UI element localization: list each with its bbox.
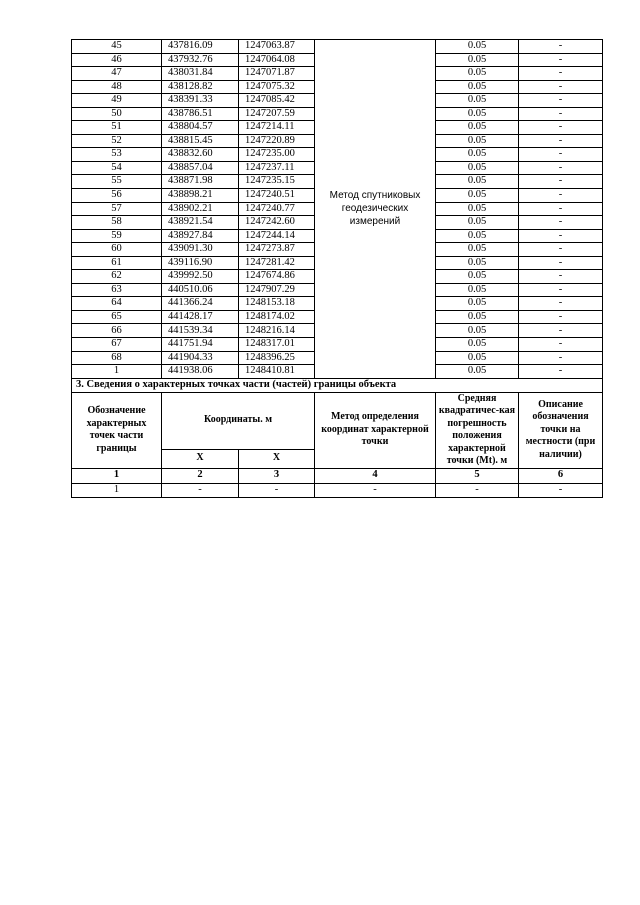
- column-number: 6: [519, 468, 603, 483]
- point-number: 61: [72, 256, 162, 270]
- coord-y: 1247244.14: [239, 229, 315, 243]
- coord-x: 439116.90: [162, 256, 239, 270]
- coord-x: 438921.54: [162, 216, 239, 230]
- description-value: -: [519, 53, 603, 67]
- coord-y: 1247242.60: [239, 216, 315, 230]
- coord-y: 1247240.51: [239, 189, 315, 203]
- coord-y: 1247674.86: [239, 270, 315, 284]
- coord-x: 441938.06: [162, 365, 239, 379]
- cell-err: -: [436, 483, 519, 497]
- header-designation: Обозначение характерных точек части границы: [72, 392, 162, 468]
- header-description: Описание обозначения точки на местности (при наличии): [519, 392, 603, 468]
- point-number: 63: [72, 283, 162, 297]
- description-value: -: [519, 338, 603, 352]
- error-value: 0.05: [436, 175, 519, 189]
- description-value: -: [519, 175, 603, 189]
- description-value: -: [519, 148, 603, 162]
- description-value: -: [519, 134, 603, 148]
- error-value: 0.05: [436, 161, 519, 175]
- error-value: 0.05: [436, 338, 519, 352]
- point-number: 67: [72, 338, 162, 352]
- point-number: 64: [72, 297, 162, 311]
- error-value: 0.05: [436, 283, 519, 297]
- point-number: 50: [72, 107, 162, 121]
- coord-y: 1247240.77: [239, 202, 315, 216]
- description-value: -: [519, 297, 603, 311]
- coord-y: 1247273.87: [239, 243, 315, 257]
- coord-y: 1247235.00: [239, 148, 315, 162]
- point-number: 57: [72, 202, 162, 216]
- point-number: 53: [72, 148, 162, 162]
- cell-method: -: [315, 483, 436, 497]
- coord-y: 1247075.32: [239, 80, 315, 94]
- cell-x: -: [162, 483, 239, 497]
- coord-y: 1247237.11: [239, 161, 315, 175]
- coord-y: 1247064.08: [239, 53, 315, 67]
- header-error: Средняя квадратичес-кая погрешность положения характерной точки (Mt). м: [436, 392, 519, 468]
- error-value: 0.05: [436, 202, 519, 216]
- coord-y: 1247207.59: [239, 107, 315, 121]
- column-number: 1: [72, 468, 162, 483]
- description-value: -: [519, 202, 603, 216]
- column-number: 5: [436, 468, 519, 483]
- point-number: 68: [72, 351, 162, 365]
- point-number: 52: [72, 134, 162, 148]
- description-value: -: [519, 94, 603, 108]
- error-value: 0.05: [436, 53, 519, 67]
- section-title-row: [72, 378, 603, 392]
- description-value: -: [519, 283, 603, 297]
- coord-y: 1248174.02: [239, 310, 315, 324]
- coord-y: 1248317.01: [239, 338, 315, 352]
- error-value: 0.05: [436, 189, 519, 203]
- description-value: -: [519, 161, 603, 175]
- coord-y: 1247281.42: [239, 256, 315, 270]
- error-value: 0.05: [436, 243, 519, 257]
- coord-x: 441428.17: [162, 310, 239, 324]
- header-x: X: [162, 449, 239, 468]
- column-number: 2: [162, 468, 239, 483]
- column-number: 3: [239, 468, 315, 483]
- point-number: 54: [72, 161, 162, 175]
- coord-y: 1248153.18: [239, 297, 315, 311]
- coord-x: 438804.57: [162, 121, 239, 135]
- description-value: -: [519, 310, 603, 324]
- error-value: 0.05: [436, 40, 519, 54]
- table-row: [72, 40, 603, 54]
- coord-y: 1248410.81: [239, 365, 315, 379]
- coord-x: 438786.51: [162, 107, 239, 121]
- description-value: -: [519, 40, 603, 54]
- cell-y: -: [239, 483, 315, 497]
- coord-y: 1248216.14: [239, 324, 315, 338]
- coord-y: 1248396.25: [239, 351, 315, 365]
- error-value: 0.05: [436, 256, 519, 270]
- coord-x: 441366.24: [162, 297, 239, 311]
- coord-x: 438898.21: [162, 189, 239, 203]
- point-number: 45: [72, 40, 162, 54]
- description-value: -: [519, 351, 603, 365]
- point-number: 59: [72, 229, 162, 243]
- description-value: -: [519, 216, 603, 230]
- point-number: 48: [72, 80, 162, 94]
- error-value: 0.05: [436, 94, 519, 108]
- section-title: 3. Сведения о характерных точках части (частей) границы объекта: [72, 378, 603, 392]
- coord-y: 1247907.29: [239, 283, 315, 297]
- error-value: 0.05: [436, 365, 519, 379]
- coord-x: 439992.50: [162, 270, 239, 284]
- point-number: 1: [72, 365, 162, 379]
- error-value: 0.05: [436, 121, 519, 135]
- coord-y: 1247214.11: [239, 121, 315, 135]
- header-y: X: [239, 449, 315, 468]
- coord-y: 1247071.87: [239, 67, 315, 81]
- coord-x: 439091.30: [162, 243, 239, 257]
- coord-x: 437932.76: [162, 53, 239, 67]
- coord-y: 1247220.89: [239, 134, 315, 148]
- description-value: -: [519, 270, 603, 284]
- coord-x: 437816.09: [162, 40, 239, 54]
- column-number: 4: [315, 468, 436, 483]
- point-number: 55: [72, 175, 162, 189]
- point-number: 47: [72, 67, 162, 81]
- column-numbers-row: [72, 468, 603, 483]
- coord-x: 438832.60: [162, 148, 239, 162]
- error-value: 0.05: [436, 324, 519, 338]
- coord-x: 438871.98: [162, 175, 239, 189]
- cell-n: 1: [72, 483, 162, 497]
- coord-x: 438902.21: [162, 202, 239, 216]
- error-value: 0.05: [436, 67, 519, 81]
- description-value: -: [519, 67, 603, 81]
- description-value: -: [519, 365, 603, 379]
- point-number: 60: [72, 243, 162, 257]
- point-number: 62: [72, 270, 162, 284]
- point-number: 56: [72, 189, 162, 203]
- error-value: 0.05: [436, 134, 519, 148]
- description-value: -: [519, 121, 603, 135]
- coord-y: 1247235.15: [239, 175, 315, 189]
- description-value: -: [519, 256, 603, 270]
- point-number: 66: [72, 324, 162, 338]
- coordinates-table: [71, 39, 603, 498]
- coord-x: 441904.33: [162, 351, 239, 365]
- coord-x: 440510.06: [162, 283, 239, 297]
- coord-x: 438815.45: [162, 134, 239, 148]
- coord-x: 438031.84: [162, 67, 239, 81]
- error-value: 0.05: [436, 297, 519, 311]
- coord-x: 438128.82: [162, 80, 239, 94]
- point-number: 51: [72, 121, 162, 135]
- point-number: 49: [72, 94, 162, 108]
- error-value: 0.05: [436, 216, 519, 230]
- error-value: 0.05: [436, 80, 519, 94]
- coord-x: 438857.04: [162, 161, 239, 175]
- coord-x: 441539.34: [162, 324, 239, 338]
- description-value: -: [519, 324, 603, 338]
- error-value: 0.05: [436, 270, 519, 284]
- point-number: 65: [72, 310, 162, 324]
- error-value: 0.05: [436, 310, 519, 324]
- coord-x: 441751.94: [162, 338, 239, 352]
- header-coordinates: Координаты. м: [162, 392, 315, 449]
- coord-x: 438927.84: [162, 229, 239, 243]
- description-value: -: [519, 107, 603, 121]
- header-row: [72, 392, 603, 449]
- error-value: 0.05: [436, 229, 519, 243]
- description-value: -: [519, 243, 603, 257]
- coord-y: 1247063.87: [239, 40, 315, 54]
- point-number: 58: [72, 216, 162, 230]
- coord-y: 1247085.42: [239, 94, 315, 108]
- table-row: [72, 483, 603, 497]
- error-value: 0.05: [436, 107, 519, 121]
- error-value: 0.05: [436, 351, 519, 365]
- cell-desc: -: [519, 483, 603, 497]
- method-cell: Метод спутниковых геодезических измерений: [315, 40, 436, 379]
- error-value: 0.05: [436, 148, 519, 162]
- description-value: -: [519, 229, 603, 243]
- description-value: -: [519, 80, 603, 94]
- description-value: -: [519, 189, 603, 203]
- point-number: 46: [72, 53, 162, 67]
- header-method: Метод определения координат характерной точки: [315, 392, 436, 468]
- coord-x: 438391.33: [162, 94, 239, 108]
